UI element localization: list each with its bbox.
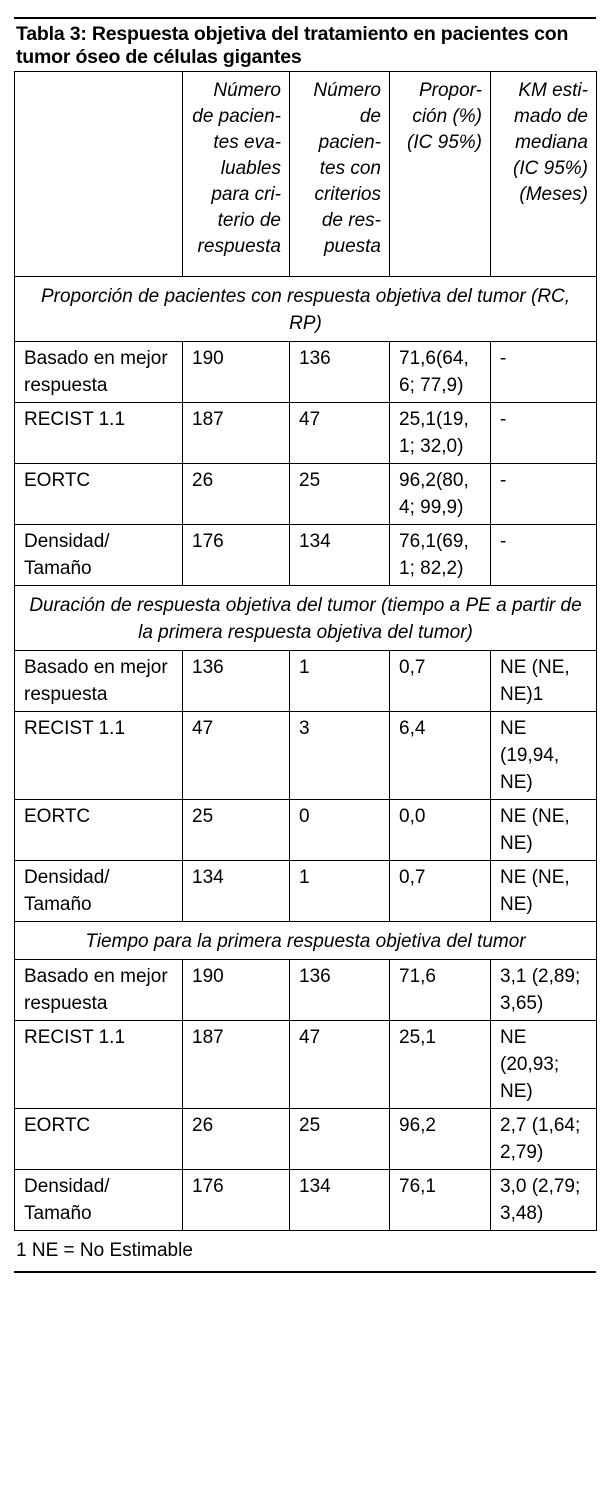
table-cell: 47 [290,403,390,464]
table-cell: 96,2 [390,1109,491,1170]
row-label-cell: Basado en mejor respuesta [15,651,183,712]
table-cell: - [491,464,597,525]
table-cell: NE (NE, NE) [491,861,597,922]
table-cell: 26 [183,1109,290,1170]
footnote: 1 NE = No Estimable [14,1231,596,1273]
header-cell-evaluable: Número de pacien-tes eva-luables para cri-terio de respuesta [183,72,290,277]
table-cell: 71,6(64, 6; 77,9) [390,342,491,403]
table-row [15,800,597,861]
table-cell: NE (NE, NE)1 [491,651,597,712]
table-cell: 1 [290,861,390,922]
table-cell: 1 [290,651,390,712]
table-cell: 134 [183,861,290,922]
section-heading-row [15,922,597,960]
table-cell: NE (20,93; NE) [491,1021,597,1109]
table-cell: 187 [183,403,290,464]
table-cell: 47 [290,1021,390,1109]
row-label-cell: Densidad/ Tamaño [15,861,183,922]
header-row [15,72,597,277]
section-heading: Tiempo para la primera respuesta objetiva del tumor [15,922,597,960]
table-cell: 0,7 [390,861,491,922]
table-cell: 25 [290,464,390,525]
table-cell: 6,4 [390,712,491,800]
section-heading: Proporción de pacientes con respuesta objetiva del tumor (RC, RP) [15,277,597,342]
section-heading: Duración de respuesta objetiva del tumor (tiempo a PE a partir de la primera respuesta objetiva del tumor) [15,586,597,651]
table-cell: 3,1 (2,89; 3,65) [491,960,597,1021]
table-cell: NE (NE, NE) [491,800,597,861]
table-title: Tabla 3: Respuesta objetiva del tratamiento en pacientes con tumor óseo de células gigantes [16,23,569,68]
row-label-cell: EORTC [15,464,183,525]
table-cell: 136 [183,651,290,712]
section-heading-row [15,586,597,651]
table-row [15,525,597,586]
header-cell-km-median: KM esti-mado de mediana (IC 95%) (Meses) [491,72,597,277]
table-cell: 0 [290,800,390,861]
table-cell: 71,6 [390,960,491,1021]
table-cell: 25 [183,800,290,861]
row-label-cell: Basado en mejor respuesta [15,342,183,403]
table-row [15,464,597,525]
header-cell-responders: Número de pacien-tes con criterios de res-puesta [290,72,390,277]
section-heading-row [15,277,597,342]
table-cell: 76,1 [390,1170,491,1231]
row-label-cell: EORTC [15,1109,183,1170]
response-table [14,71,597,1231]
table-row [15,403,597,464]
table-cell: 76,1(69, 1; 82,2) [390,525,491,586]
row-label-cell: Densidad/ Tamaño [15,525,183,586]
table-row [15,1109,597,1170]
table-cell: 136 [290,960,390,1021]
row-label-cell: EORTC [15,800,183,861]
table-cell: 3 [290,712,390,800]
table-row [15,1021,597,1109]
table-cell: 134 [290,525,390,586]
header-cell-proportion: Propor-ción (%) (IC 95%) [390,72,491,277]
table-cell: 26 [183,464,290,525]
table-cell: 0,0 [390,800,491,861]
table-cell: 187 [183,1021,290,1109]
row-label-cell: Basado en mejor respuesta [15,960,183,1021]
table-cell: 134 [290,1170,390,1231]
table-cell: 176 [183,1170,290,1231]
table-cell: 25,1 [390,1021,491,1109]
table-cell: - [491,342,597,403]
table-cell: - [491,525,597,586]
table-row [15,342,597,403]
table-row [15,861,597,922]
table-cell: 136 [290,342,390,403]
row-label-cell: RECIST 1.1 [15,712,183,800]
table-cell: 3,0 (2,79; 3,48) [491,1170,597,1231]
table-row [15,651,597,712]
row-label-cell: Densidad/ Tamaño [15,1170,183,1231]
table-cell: 0,7 [390,651,491,712]
row-label-cell: RECIST 1.1 [15,1021,183,1109]
table-row [15,1170,597,1231]
table-cell: 2,7 (1,64; 2,79) [491,1109,597,1170]
table-row [15,712,597,800]
header-cell-empty [15,72,183,277]
table-cell: 190 [183,960,290,1021]
table-cell: 25 [290,1109,390,1170]
table-cell: - [491,403,597,464]
row-label-cell: RECIST 1.1 [15,403,183,464]
table-cell: 96,2(80, 4; 99,9) [390,464,491,525]
table-cell: 47 [183,712,290,800]
table-cell: 190 [183,342,290,403]
table-row [15,960,597,1021]
table-cell: NE (19,94, NE) [491,712,597,800]
table-cell: 25,1(19, 1; 32,0) [390,403,491,464]
table-cell: 176 [183,525,290,586]
